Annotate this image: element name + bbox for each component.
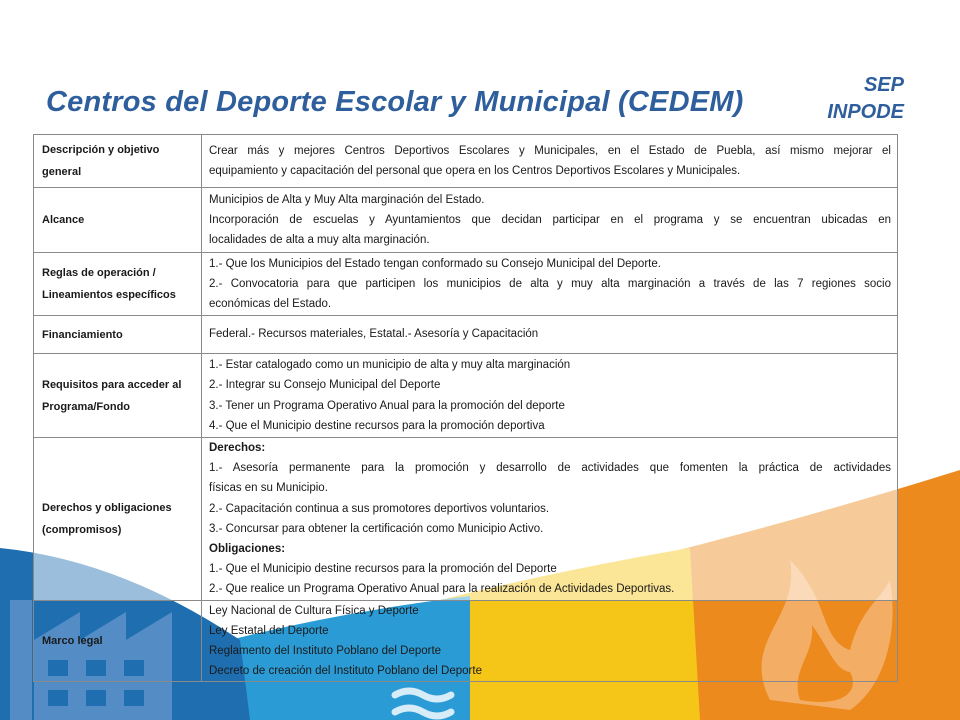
table-row — [34, 438, 898, 601]
brand-sep: SEP — [863, 74, 904, 96]
row-label: Financiamiento — [34, 316, 202, 354]
row-value-line: 1.- Estar catalogado como un municipio de alta y muy alta marginación — [209, 359, 571, 372]
row-value-line: Reglamento del Instituto Poblano del Deporte — [209, 645, 442, 658]
row-value — [202, 253, 898, 316]
row-label: Requisitos para acceder al Programa/Fondo — [34, 354, 202, 438]
row-value-line: Crear más y mejores Centros Deportivos Escolares y Municipales, en el Estado de Puebla, así mismo mejorar el — [209, 144, 891, 157]
row-value-line: físicas en su Municipio. — [209, 482, 328, 495]
page-title: Centros del Deporte Escolar y Municipal (CEDEM) — [46, 86, 744, 118]
row-value-line: 2.- Que realice un Programa Operativo Anual para la realización de Actividades Deportivas. — [209, 583, 675, 596]
row-value-line: económicas del Estado. — [209, 298, 332, 311]
row-value-line: Federal.- Recursos materiales, Estatal.- Asesoría y Capacitación — [209, 328, 539, 341]
row-label: Reglas de operación / Lineamientos específicos — [34, 253, 202, 316]
row-value — [202, 316, 898, 354]
table-row — [34, 188, 898, 253]
brand-inpode: INPODE — [827, 101, 904, 123]
row-value-line: equipamiento y capacitación del personal que opera en los Centros Deportivos Escolares y Municipales. — [209, 165, 741, 177]
row-value — [202, 188, 898, 253]
row-value — [202, 600, 898, 682]
row-value-line: 3.- Concursar para obtener la certificación como Municipio Activo. — [209, 522, 544, 535]
row-value-line: localidades de alta a muy alta marginación. — [209, 234, 430, 247]
table-row — [34, 600, 898, 682]
row-value-line: Obligaciones: — [209, 543, 286, 556]
table-row — [34, 316, 898, 354]
row-value-line: Ley Nacional de Cultura Física y Deporte — [209, 604, 419, 617]
row-value-line: Ley Estatal del Deporte — [209, 624, 329, 637]
row-label: Derechos y obligaciones (compromisos) — [34, 438, 202, 601]
row-label: Alcance — [34, 188, 202, 253]
table-row — [34, 253, 898, 316]
row-value-line: 1.- Asesoría permanente para la promoción y desarrollo de actividades que fomenten la práctica de actividades — [209, 462, 891, 475]
row-value-line: Municipios de Alta y Muy Alta marginación del Estado. — [209, 193, 485, 206]
table-row — [34, 135, 898, 188]
row-label: Descripción y objetivo general — [34, 135, 202, 188]
row-value-line: Derechos: — [209, 442, 266, 454]
row-value — [202, 438, 898, 601]
brand-block — [827, 72, 904, 126]
row-value-line: 2.- Convocatoria para que participen los municipios de alta y muy alta marginación a través de las 7 regiones socio — [209, 277, 891, 290]
row-value-line: 4.- Que el Municipio destine recursos para la promoción deportiva — [209, 419, 545, 432]
row-value-line: 3.- Tener un Programa Operativo Anual para la promoción del deporte — [209, 399, 565, 412]
row-value-line: Decreto de creación del Instituto Poblano del Deporte — [209, 665, 482, 678]
row-value-line: 1.- Que los Municipios del Estado tengan conformado su Consejo Municipal del Deporte. — [209, 257, 661, 270]
row-value-line: 1.- Que el Municipio destine recursos para la promoción del Deporte — [209, 563, 557, 576]
row-value-line: Incorporación de escuelas y Ayuntamientos que decidan participar en el programa y se encuentran ubicadas en — [209, 213, 891, 226]
row-value-line: 2.- Integrar su Consejo Municipal del Deporte — [209, 379, 441, 392]
row-label: Marco legal — [34, 600, 202, 682]
program-table — [33, 134, 898, 682]
row-value — [202, 354, 898, 438]
table-row — [34, 354, 898, 438]
row-value — [202, 135, 898, 188]
row-value-line: 2.- Capacitación continua a sus promotores deportivos voluntarios. — [209, 502, 550, 515]
